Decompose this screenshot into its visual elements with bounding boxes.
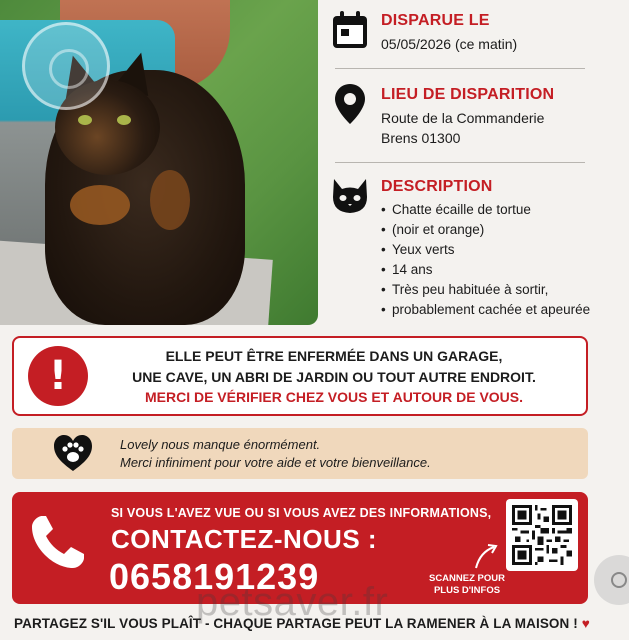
divider [335, 68, 585, 69]
list-item: • 14 ans [381, 260, 590, 280]
location-street: Route de la Commanderie [381, 110, 545, 126]
list-item: • Très peu habituée à sortir, [381, 280, 590, 300]
qr-code[interactable] [506, 499, 578, 571]
heart-icon: ♥ [581, 616, 590, 631]
phone-number[interactable]: 0658191239 [109, 556, 320, 597]
list-item: • Yeux verts [381, 240, 590, 260]
disappeared-date: 05/05/2026 (ce matin) [381, 36, 518, 52]
disappeared-title: DISPARUE LE [381, 12, 490, 29]
contact-intro: SI VOUS L'AVEZ VUE OU SI VOUS AVEZ DES INFORMATIONS, [111, 506, 492, 520]
petsaver-logo [22, 22, 110, 110]
thanks-banner [12, 428, 588, 479]
cat-icon [330, 176, 370, 216]
divider [335, 162, 585, 163]
warning-line-3: MERCI DE VÉRIFIER CHEZ VOUS ET AUTOUR DE VOUS. [144, 389, 524, 405]
warning-line-2: UNE CAVE, UN ABRI DE JARDIN OU TOUT AUTRE ENDROIT. [132, 369, 536, 385]
location-pin-icon [330, 84, 370, 124]
thanks-line-2: Merci infiniment pour votre aide et votre bienveillance. [120, 455, 431, 470]
thanks-line-1: Lovely nous manque énormément. [120, 437, 321, 452]
location-title: LIEU DE DISPARITION [381, 86, 555, 103]
paw-heart-icon [52, 433, 94, 473]
cat-photo [0, 0, 318, 325]
description-section [330, 176, 620, 326]
footer-text: PARTAGEZ S'IL VOUS PLAÎT - CHAQUE PARTAGE PEUT LA RAMENER À LA MAISON ! ♥ [14, 616, 590, 631]
list-item: • Chatte écaille de tortue [381, 200, 590, 220]
contact-headline: CONTACTEZ-NOUS : [111, 524, 378, 554]
arrow-icon [609, 570, 629, 590]
disappeared-section [330, 10, 620, 60]
description-title: DESCRIPTION [381, 178, 493, 195]
next-button[interactable] [594, 555, 629, 605]
location-city: Brens 01300 [381, 130, 461, 146]
description-list [381, 200, 590, 320]
warning-box [12, 336, 588, 416]
location-section [330, 84, 620, 154]
phone-icon [28, 512, 88, 572]
list-item: • probablement cachée et apeurée [381, 300, 590, 320]
scan-hint: SCANNEZ POUR PLUS D'INFOS [428, 573, 505, 596]
exclamation-icon: ! [28, 346, 88, 406]
watermark: petsaver.fr [196, 580, 389, 624]
calendar-icon [330, 10, 370, 50]
list-item: • (noir et orange) [381, 220, 590, 240]
warning-line-1: ELLE PEUT ÊTRE ENFERMÉE DANS UN GARAGE, [165, 348, 503, 364]
arrow-icon [472, 542, 502, 570]
